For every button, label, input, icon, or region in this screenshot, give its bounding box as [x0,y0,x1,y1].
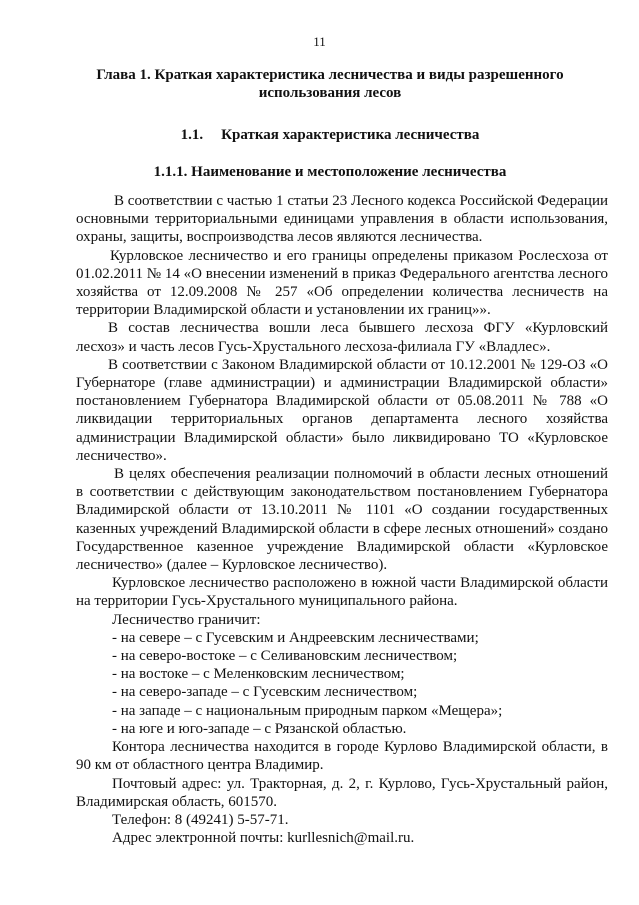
paragraph: Курловское лесничество и его границы определены приказом Рослесхоза от 01.02.2011 № 14 «О внесении изменений в приказ Федерального агентства лесного хозяйства от 12.09.2008 № 257 «Об определении количества лесничеств на территории Владимирской области и установлении их границ»». [76,247,608,319]
border-item: - на северо-востоке – с Селивановским лесничеством; [112,648,458,665]
section-number: 1.1. [180,127,204,143]
document-body [76,192,608,847]
border-item: - на западе – с национальным природным парком «Мещера»; [112,702,503,719]
border-item: - на северо-западе – с Гусевским лесничеством; [112,684,418,701]
office-location: Контора лесничества находится в городе Курлово Владимирской области, в 90 км от областного центра Владимир. [76,739,608,774]
paragraph: В состав лесничества вошли леса бывшего лесхоза ФГУ «Курловский лесхоз» и часть лесов Гусь-Хрустального лесхоза-филиала ГУ «Владлес». [76,320,608,355]
paragraph: В соответствии с частью 1 статьи 23 Лесного кодекса Российской Федерации основными территориальными единицами управления в области использования, охраны, защиты, воспроизводства лесов являются лесничества. [76,193,608,246]
paragraph: В целях обеспечения реализации полномочий в области лесных отношений в соответствии с действующим законодательством постановлением Губернатора Владимирской области от 13.10.2011 № 1101 «О создании государственных казенных учреждений Владимирской области в сфере лесных отношений» создано Государственное казенное учреждение Владимирской области «Курловское лесничество» (далее – Курловское лесничество). [76,466,608,574]
border-item: - на севере – с Гусевским и Андреевским лесничествами; [112,629,479,646]
border-item: - на юге и юго-западе – с Рязанской областью. [112,720,407,737]
borders-intro: Лесничество граничит: [112,611,261,628]
section-heading [60,127,600,144]
paragraph: В соответствии с Законом Владимирской области от 10.12.2001 № 129-ОЗ «О Губернаторе (главе администрации) и администрации Владимирской области» постановлением Губернатора Владимирской области от 05.08.2011 № 788 «О ликвидации территориальных органов департамента лесного хозяйства администрации Владимирской области» было ликвидировано ТО «Курловское лесничество». [76,356,608,464]
chapter-heading: Глава 1. Краткая характеристика лесничества и виды разрешенного использования лесов [96,67,564,101]
section-title: Краткая характеристика лесничества [221,127,480,143]
phone-number: Телефон: 8 (49241) 5-57-71. [112,811,289,828]
border-item: - на востоке – с Меленковским лесничеством; [112,666,405,683]
postal-address: Почтовый адрес: ул. Тракторная, д. 2, г. Курлово, Гусь-Хрустальный район, Владимирская область, 601570. [76,775,608,810]
page-number: 11 [313,34,326,49]
email-address: Адрес электронной почты: kurllesnich@mail.ru. [112,830,415,847]
paragraph: Курловское лесничество расположено в южной части Владимирской области на территории Гусь-Хрустального муниципального района. [76,575,608,610]
subsection-heading: 1.1.1. Наименование и местоположение лесничества [153,164,507,180]
